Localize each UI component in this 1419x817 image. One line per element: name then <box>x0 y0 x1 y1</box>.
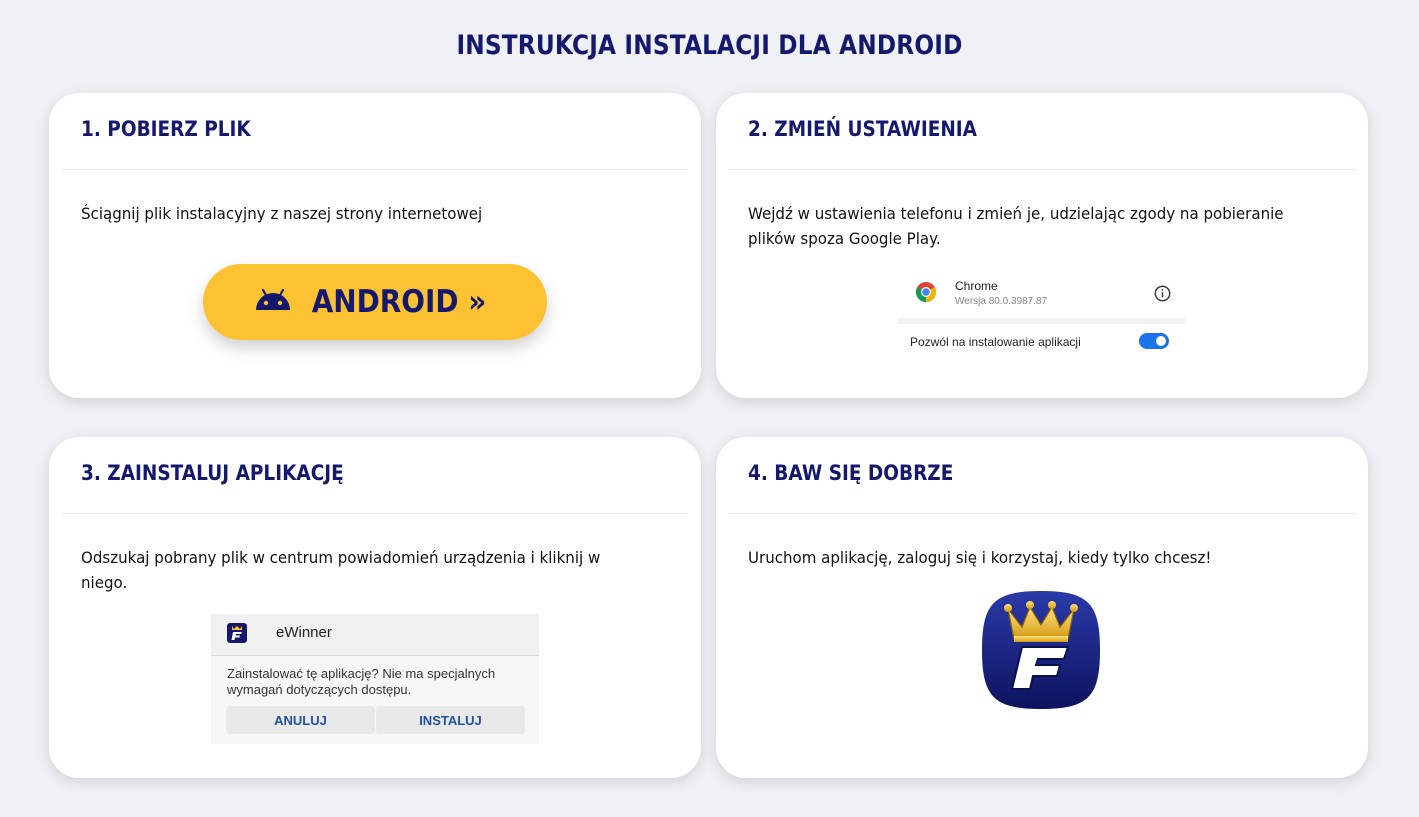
android-button-label: ANDROID » <box>311 284 487 320</box>
ewinner-small-icon <box>227 623 247 643</box>
install-dialog-screenshot <box>211 614 539 744</box>
page-title: INSTRUKCJA INSTALACJI DLA ANDROID <box>456 30 963 61</box>
chrome-icon <box>915 281 937 303</box>
divider <box>62 169 688 170</box>
divider <box>729 169 1355 170</box>
info-icon <box>1154 285 1171 302</box>
divider <box>898 318 1185 324</box>
card-title: 1. POBIERZ PLIK <box>81 117 251 141</box>
card-title: 4. BAW SIĘ DOBRZE <box>748 461 954 485</box>
settings-app-version: Wersja 80.0.3987.87 <box>955 296 1048 307</box>
android-download-button[interactable] <box>203 264 547 340</box>
app-info-row <box>898 269 1185 317</box>
cancel-button[interactable]: ANULUJ <box>226 706 375 734</box>
toggle-knob <box>1156 336 1166 346</box>
step-card-settings <box>716 93 1368 398</box>
card-description: Wejdź w ustawienia telefonu i zmień je, udzielając zgody na pobieranie plików spoza Google Play. <box>748 204 1284 248</box>
divider <box>729 513 1355 514</box>
card-title: 3. ZAINSTALUJ APLIKACJĘ <box>81 461 344 485</box>
dialog-message: Zainstalować tę aplikację? Nie ma specjalnych wymagań dotyczących dostępu. <box>227 666 496 697</box>
card-description: Uruchom aplikację, zaloguj się i korzystaj, kiedy tylko chcesz! <box>748 548 1212 567</box>
settings-app-name: Chrome <box>955 279 998 293</box>
permission-label: Pozwól na instalowanie aplikacji <box>910 335 1081 349</box>
card-description: Odszukaj pobrany plik w centrum powiadomień urządzenia i kliknij w niego. <box>81 548 601 592</box>
divider <box>62 513 688 514</box>
card-title: 2. ZMIEŃ USTAWIENIA <box>748 117 977 141</box>
chrome-settings-screenshot <box>898 269 1185 359</box>
step-card-enjoy <box>716 437 1368 778</box>
ewinner-app-icon <box>978 587 1104 713</box>
android-icon <box>254 284 292 320</box>
dialog-header <box>211 614 539 656</box>
install-button[interactable]: INSTALUJ <box>376 706 525 734</box>
card-description: Ściągnij plik instalacyjny z naszej strony internetowej <box>81 204 483 223</box>
dialog-app-name: eWinner <box>276 624 332 641</box>
install-permission-toggle[interactable] <box>1139 333 1169 349</box>
step-card-download <box>49 93 701 398</box>
step-card-install <box>49 437 701 778</box>
